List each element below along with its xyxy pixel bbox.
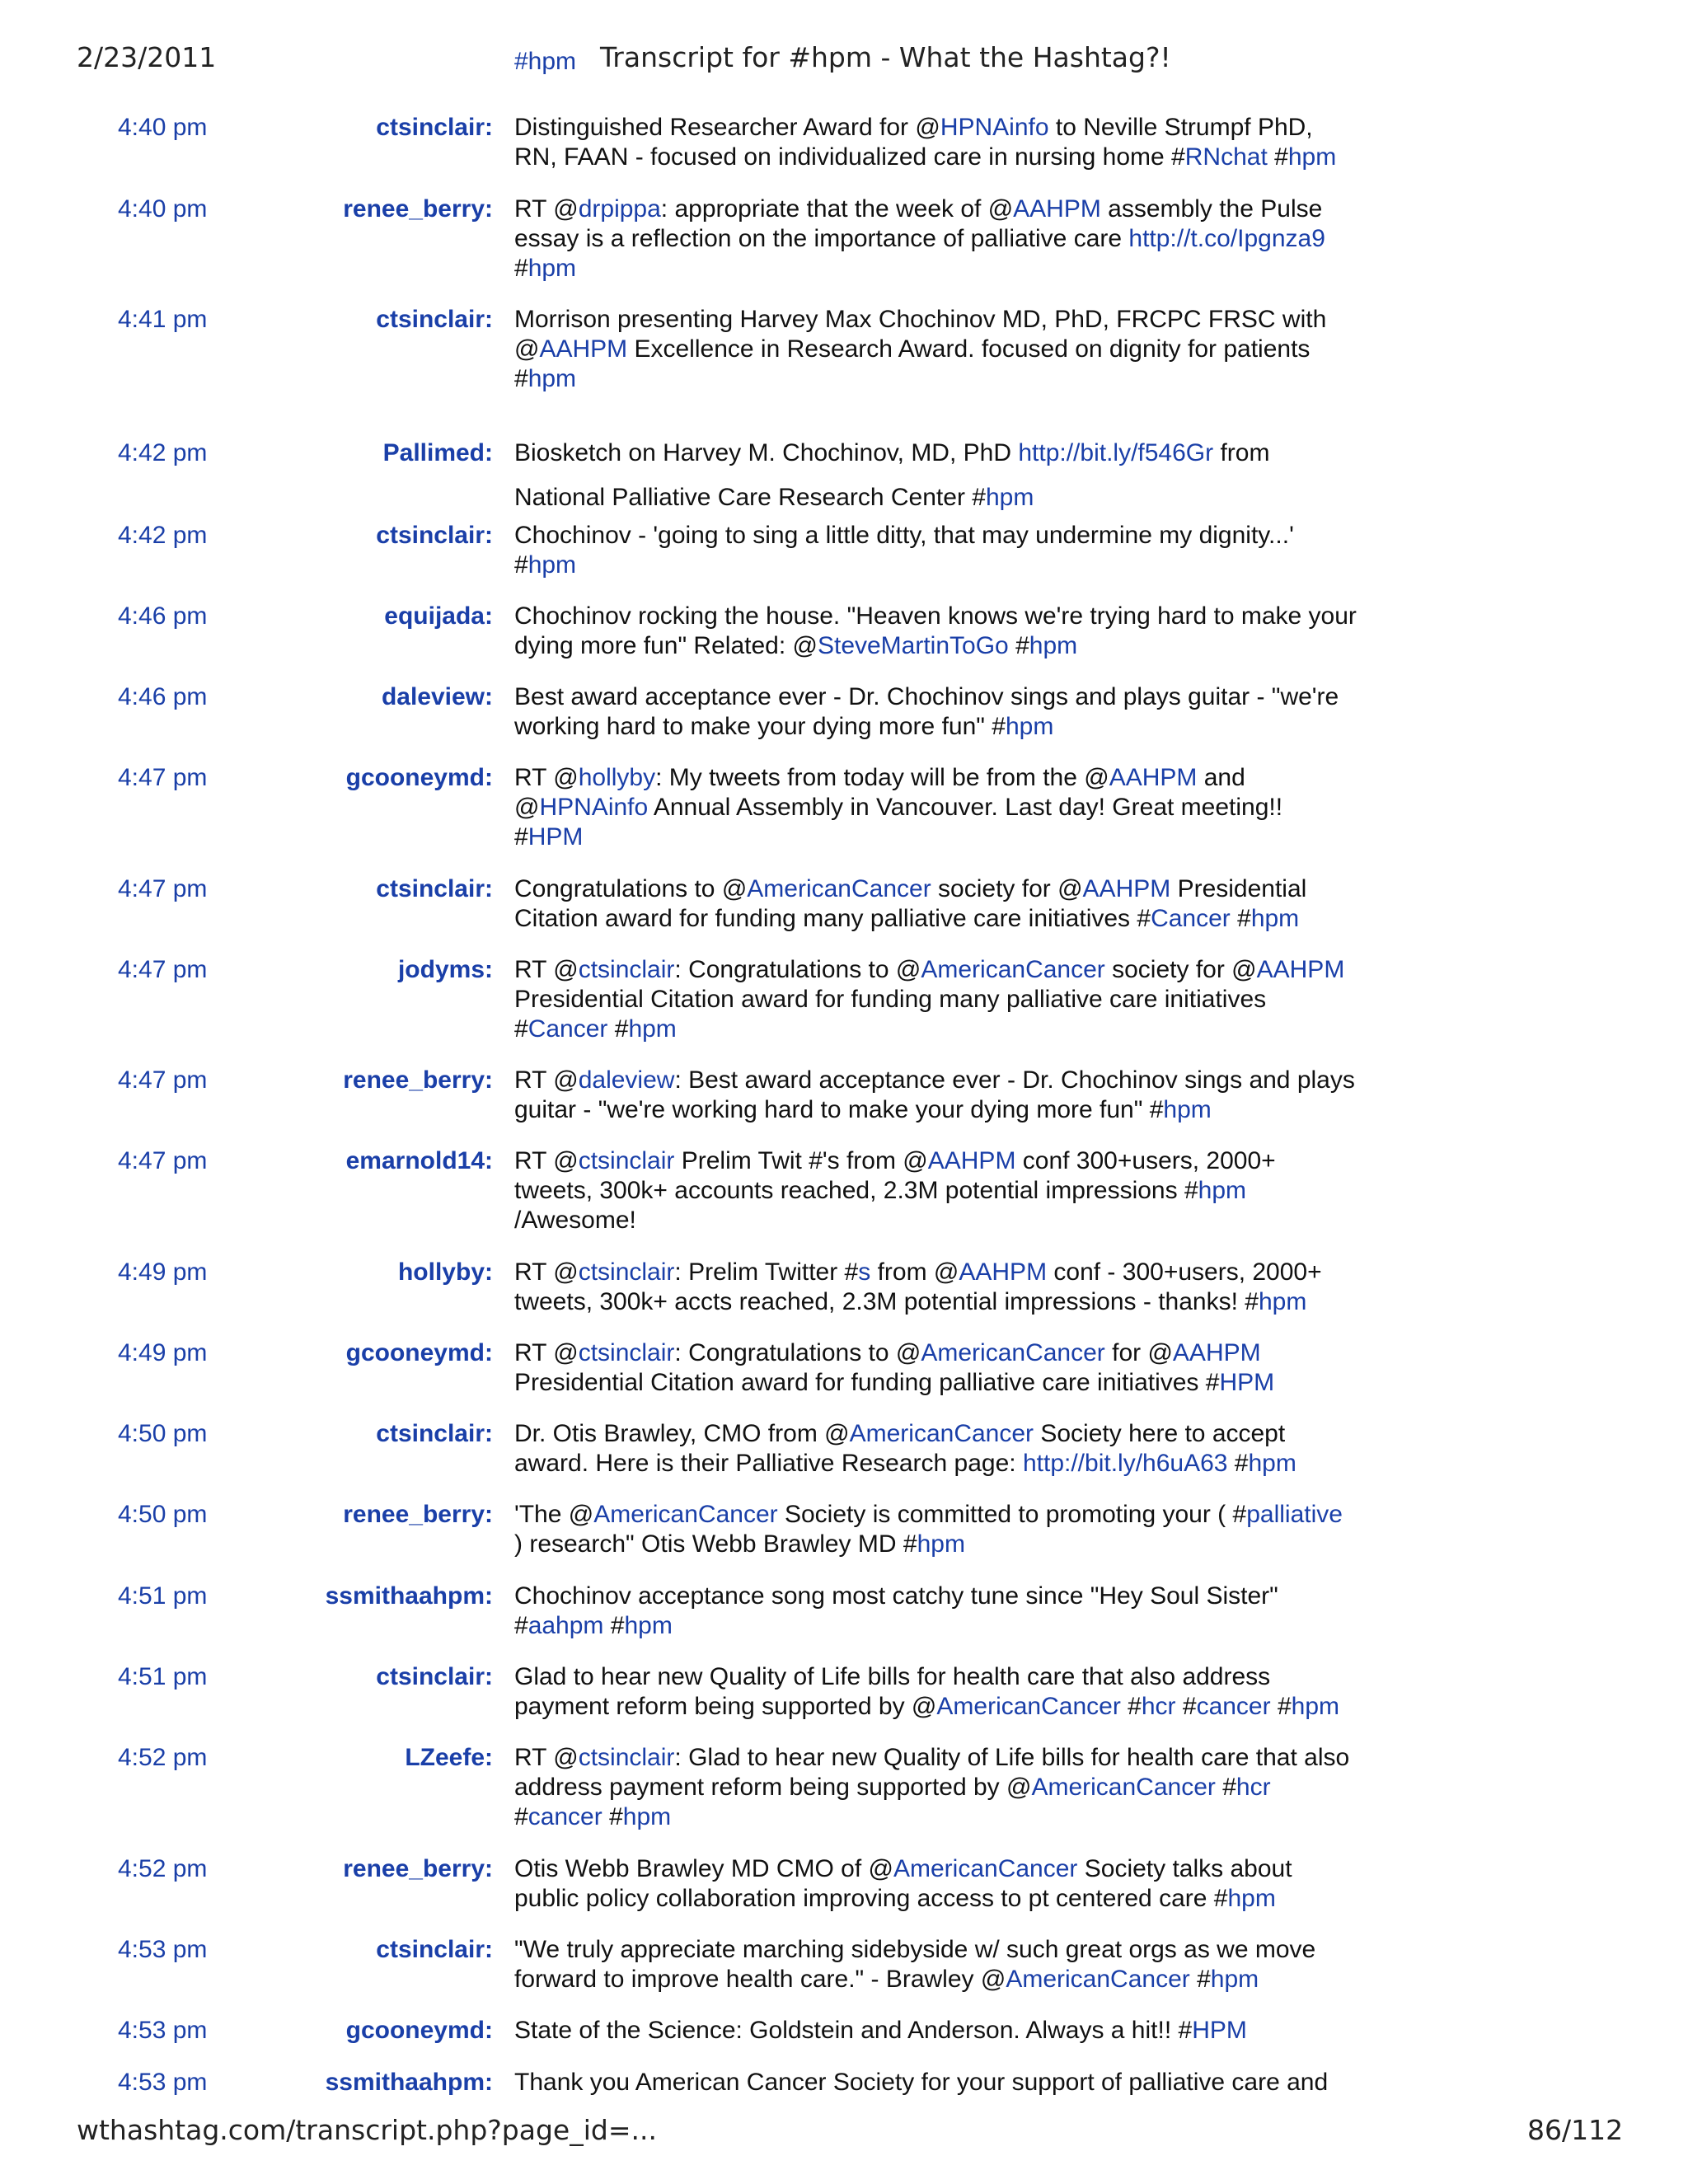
tweet-text-segment: # xyxy=(1175,1693,1197,1720)
tweet-text-line xyxy=(514,1611,1339,1641)
tweet-link[interactable]: hpm xyxy=(1029,632,1078,659)
tweet-time-link[interactable]: 4:47 pm xyxy=(118,1066,208,1094)
tweet-text-line xyxy=(514,1500,1343,1530)
tweet-username-link[interactable]: ctsinclair: xyxy=(376,875,493,902)
tweet-link[interactable]: AAHPM xyxy=(1256,956,1345,983)
tweet-link[interactable]: AmericanCancer xyxy=(921,1339,1105,1366)
tweet-link[interactable]: http://bit.ly/f546Gr xyxy=(1018,439,1214,466)
tweet-time-link[interactable]: 4:53 pm xyxy=(118,2017,208,2044)
tweet-username-link[interactable]: Pallimed: xyxy=(382,439,493,466)
tweet-username-link[interactable]: ssmithaahpm: xyxy=(325,1582,493,1610)
tweet-username-link[interactable]: renee_berry: xyxy=(343,1501,493,1528)
tweet-text-segment: RT @ xyxy=(514,1258,579,1286)
tweet-text-segment: : Congratulations to @ xyxy=(674,956,921,983)
tweet-username-link[interactable]: renee_berry: xyxy=(343,1066,493,1094)
tweet-text-line xyxy=(514,1206,1339,1235)
tweet-link[interactable]: hpm xyxy=(1005,713,1054,740)
tweet-time-link[interactable]: 4:49 pm xyxy=(118,1339,208,1366)
tweet-text-line xyxy=(514,955,1345,985)
tweet-link[interactable]: HPM xyxy=(528,823,584,851)
tweet-link[interactable]: ctsinclair xyxy=(578,1744,675,1771)
tweet-text-segment: from xyxy=(1213,439,1270,466)
tweet-link[interactable]: hpm xyxy=(622,1803,672,1830)
tweet-text-segment: Morrison presenting Harvey Max Chochinov MD, PhD, FRCPC FRSC with xyxy=(514,306,1327,333)
tweet-link[interactable]: ctsinclair xyxy=(578,1147,675,1174)
tweet-link[interactable]: AAHPM xyxy=(1082,875,1171,902)
tweet-text-line xyxy=(514,1176,1339,1206)
tweet-link[interactable]: HPM xyxy=(1192,2017,1247,2044)
tweet-link[interactable]: drpippa xyxy=(578,195,661,223)
tweet-time-link[interactable]: 4:49 pm xyxy=(118,1258,208,1286)
tweet-text-line xyxy=(514,521,1339,551)
tweet-text-segment: Presidential xyxy=(1170,875,1307,902)
tweet-text-line xyxy=(514,1449,1339,1479)
tweet-text-line xyxy=(514,364,1339,394)
tweet-time-link[interactable]: 4:51 pm xyxy=(118,1582,208,1610)
tweet-text xyxy=(514,763,1339,852)
tweet-text-segment: Chochinov acceptance song most catchy tune since "Hey Soul Sister" xyxy=(514,1582,1278,1610)
tweet-text-segment: RT @ xyxy=(514,764,579,791)
tweet-username-link[interactable]: renee_berry: xyxy=(343,1855,493,1882)
tweet-text-line xyxy=(514,1287,1339,1317)
page-header-date: 2/23/2011 xyxy=(77,41,217,73)
tweet-text xyxy=(514,113,1339,172)
tweet-text-line xyxy=(514,602,1357,631)
tweet-text xyxy=(514,1582,1339,1641)
tweet-text-line xyxy=(514,1935,1339,1965)
tweet-text-segment: guitar - "we're working hard to make your dying more fun" # xyxy=(514,1096,1164,1123)
tweet-link[interactable]: Cancer xyxy=(528,1015,608,1043)
tweet-link[interactable]: AAHPM xyxy=(959,1258,1048,1286)
tweet-text-line xyxy=(514,224,1339,254)
tweet-text xyxy=(514,521,1339,580)
tweet-text-line xyxy=(514,1802,1339,1832)
page-footer-page-number: 86/112 xyxy=(1527,2114,1624,2146)
tweet-text xyxy=(514,1258,1339,1317)
tweet-text-line xyxy=(514,1743,1350,1773)
tweet-username-link[interactable]: equijada: xyxy=(384,602,493,630)
tweet-link[interactable]: hpm xyxy=(1258,1288,1307,1315)
tweet-link[interactable]: palliative xyxy=(1246,1501,1343,1528)
tweet-link[interactable]: AAHPM xyxy=(539,335,628,363)
tweet-link[interactable]: hcr xyxy=(1141,1693,1176,1720)
tweet-text-line xyxy=(514,1146,1339,1176)
tweet-text-segment: RT @ xyxy=(514,1066,579,1094)
tweet-link[interactable]: hpm xyxy=(528,365,577,392)
tweet-text xyxy=(514,305,1339,394)
tweet-link[interactable]: hollyby xyxy=(578,764,656,791)
tweet-text-segment: RT @ xyxy=(514,195,579,223)
tweet-text-segment: 'The @ xyxy=(514,1501,594,1528)
tweet-link[interactable]: AmericanCancer xyxy=(747,875,931,902)
tweet-text-line xyxy=(514,194,1339,224)
tweet-text-segment: Glad to hear new Quality of Life bills for health care that also address xyxy=(514,1663,1271,1690)
tweet-text-line xyxy=(514,1338,1339,1368)
tweet-username-link[interactable]: ctsinclair: xyxy=(376,306,493,333)
tweet-text-segment: tweets, 300k+ accts reached, 2.3M potential impressions - thanks! # xyxy=(514,1288,1259,1315)
tweet-text-segment: conf - 300+users, 2000+ xyxy=(1047,1258,1322,1286)
tweet-text xyxy=(514,1419,1339,1479)
tweet-text-segment: Distinguished Researcher Award for @ xyxy=(514,114,940,141)
tweet-text-segment: # xyxy=(514,551,528,579)
tweet-text-segment: /Awesome! xyxy=(514,1207,636,1234)
tweet-link[interactable]: Cancer xyxy=(1151,905,1231,932)
tweet-link[interactable]: hpm xyxy=(1227,1885,1276,1912)
tweet-text-line xyxy=(514,763,1339,793)
tweet-text-line xyxy=(514,1692,1339,1722)
tweet-text xyxy=(514,602,1357,661)
tweet-text-segment: # xyxy=(603,1612,625,1639)
tweet-link[interactable]: hpm xyxy=(528,551,577,579)
tweet-text-segment: : Congratulations to @ xyxy=(674,1339,921,1366)
tweet-text xyxy=(514,1500,1343,1559)
tweet-text xyxy=(514,2016,1339,2046)
tweet-username-link[interactable]: emarnold14: xyxy=(345,1147,493,1174)
tweet-text-segment: and xyxy=(1197,764,1245,791)
tweet-time-link[interactable]: 4:40 pm xyxy=(118,114,208,141)
tweet-username-link[interactable]: hollyby: xyxy=(397,1258,493,1286)
tweet-time-link[interactable]: 4:53 pm xyxy=(118,1936,208,1963)
tweet-text xyxy=(514,194,1339,284)
tweet-link[interactable]: ctsinclair xyxy=(578,1339,675,1366)
tweet-text-segment: : Prelim Twitter # xyxy=(674,1258,859,1286)
tweet-link[interactable]: AAHPM xyxy=(1109,764,1198,791)
tweet-time-link[interactable]: 4:53 pm xyxy=(118,2069,208,2096)
tweet-time-link[interactable]: 4:47 pm xyxy=(118,956,208,983)
tweet-link[interactable]: s xyxy=(858,1258,871,1286)
tweet-text-segment: : My tweets from today will be from the @ xyxy=(655,764,1109,791)
tweet-text xyxy=(514,682,1339,742)
tweet-text-line xyxy=(514,985,1339,1015)
tweet-text-segment: address payment reform being supported by @ xyxy=(514,1774,1032,1801)
tweet-text-line xyxy=(514,904,1339,934)
tweet-text xyxy=(514,1146,1339,1235)
tweet-text-segment: @ xyxy=(514,335,540,363)
tweet-link[interactable]: ctsinclair xyxy=(578,1258,675,1286)
tweet-text-segment: Society is committed to promoting your ( # xyxy=(777,1501,1247,1528)
tweet-link[interactable]: HPNAinfo xyxy=(940,114,1049,141)
tweet-text xyxy=(514,1338,1339,1398)
tweet-text-line xyxy=(514,682,1339,712)
tweet-text-segment: National Palliative Care Research Center # xyxy=(514,484,986,511)
tweet-text-segment: Biosketch on Harvey M. Chochinov, MD, PhD xyxy=(514,439,1019,466)
tweet-text-line xyxy=(514,1419,1339,1449)
tweet-time-link[interactable]: 4:52 pm xyxy=(118,1744,208,1771)
tweet-link[interactable]: hpm xyxy=(624,1612,673,1639)
tweet-link[interactable]: hpm xyxy=(628,1015,677,1043)
tweet-link[interactable]: daleview xyxy=(578,1066,675,1094)
tweet-text-segment: payment reform being supported by @ xyxy=(514,1693,937,1720)
tweet-text-segment: for @ xyxy=(1104,1339,1173,1366)
tweet-text-segment: Excellence in Research Award. focused on dignity for patients xyxy=(627,335,1311,363)
tweet-text-line xyxy=(514,335,1339,364)
tweet-text-segment: Thank you American Cancer Society for your support of palliative care and xyxy=(514,2069,1329,2096)
tweet-time-link[interactable]: 4:42 pm xyxy=(118,439,208,466)
tweet-text-segment: from @ xyxy=(870,1258,959,1286)
page-header-title: Transcript for #hpm - What the Hashtag?! xyxy=(600,41,1171,73)
tweet-text-segment: tweets, 300k+ accounts reached, 2.3M potential impressions # xyxy=(514,1177,1198,1204)
tweet-text-segment: # xyxy=(1267,143,1288,171)
tweet-text-line xyxy=(514,793,1339,823)
tweet-link[interactable]: hpm xyxy=(1210,1966,1259,1993)
tweet-text-line xyxy=(514,1258,1339,1287)
hashtag-link[interactable]: #hpm xyxy=(514,48,577,75)
tweet-text-line xyxy=(514,113,1339,143)
tweet-text-segment: # xyxy=(514,1803,528,1830)
tweet-text-line xyxy=(514,2068,1339,2097)
tweet-username-link[interactable]: ctsinclair: xyxy=(376,522,493,549)
tweet-text-segment: # xyxy=(1008,632,1029,659)
tweet-text-line xyxy=(514,438,1339,468)
tweet-username-link[interactable]: ctsinclair: xyxy=(376,1663,493,1690)
tweet-text-segment: "We truly appreciate marching sidebyside w/ such great orgs as we move xyxy=(514,1936,1316,1963)
tweet-link[interactable]: cancer xyxy=(1196,1693,1271,1720)
tweet-text xyxy=(514,1743,1350,1832)
tweet-link[interactable]: hpm xyxy=(1163,1096,1212,1123)
tweet-link[interactable]: hpm xyxy=(917,1530,965,1558)
tweet-link[interactable]: hpm xyxy=(1291,1693,1339,1720)
tweet-username-link[interactable]: ctsinclair: xyxy=(376,114,493,141)
tweet-username-link[interactable]: ssmithaahpm: xyxy=(325,2069,493,2096)
tweet-time-link[interactable]: 4:52 pm xyxy=(118,1855,208,1882)
tweet-text-segment: # xyxy=(514,1015,528,1043)
tweet-link[interactable]: hpm xyxy=(1248,1450,1296,1477)
tweet-link[interactable]: AmericanCancer xyxy=(1006,1966,1190,1993)
tweet-text-segment: essay is a reflection on the importance of palliative care xyxy=(514,225,1129,252)
tweet-link[interactable]: AmericanCancer xyxy=(849,1420,1034,1447)
tweet-username-link[interactable]: gcooneymd: xyxy=(345,764,493,791)
tweet-username-link[interactable]: renee_berry: xyxy=(343,195,493,223)
tweet-link[interactable]: AmericanCancer xyxy=(593,1501,778,1528)
tweet-text-segment: public policy collaboration improving access to pt centered care # xyxy=(514,1885,1228,1912)
tweet-text xyxy=(514,438,1339,513)
tweet-text-segment: # xyxy=(514,365,528,392)
tweet-text-segment: Presidential Citation award for funding many palliative care initiatives xyxy=(514,986,1267,1013)
tweet-text-segment: State of the Science: Goldstein and Anderson. Always a hit!! # xyxy=(514,2017,1193,2044)
tweet-text-segment: Dr. Otis Brawley, CMO from @ xyxy=(514,1420,850,1447)
tweet-text-line xyxy=(514,1095,1339,1125)
tweet-text-segment: # xyxy=(1120,1693,1142,1720)
tweet-username-link[interactable]: LZeefe: xyxy=(405,1744,493,1771)
tweet-link[interactable]: SteveMartinToGo xyxy=(817,632,1009,659)
cut-off-previous-line xyxy=(514,48,577,87)
tweet-text-segment: : Best award acceptance ever - Dr. Chochinov sings and plays xyxy=(674,1066,1355,1094)
tweet-text-segment: society for @ xyxy=(1104,956,1257,983)
tweet-text-line xyxy=(514,254,1339,284)
tweet-text-segment: RT @ xyxy=(514,1744,579,1771)
tweet-text-line xyxy=(514,1773,1339,1802)
tweet-text-segment: # xyxy=(514,255,528,282)
tweet-link[interactable]: hcr xyxy=(1236,1774,1271,1801)
tweet-link[interactable]: hpm xyxy=(1250,905,1300,932)
tweet-text-segment: to Neville Strumpf PhD, xyxy=(1048,114,1313,141)
tweet-time-link[interactable]: 4:50 pm xyxy=(118,1501,208,1528)
tweet-link[interactable]: HPM xyxy=(1219,1369,1275,1396)
tweet-text-line xyxy=(514,1015,1339,1044)
tweet-text-segment: conf 300+users, 2000+ xyxy=(1015,1147,1276,1174)
tweet-text-segment: # xyxy=(602,1803,623,1830)
tweet-time-link[interactable]: 4:46 pm xyxy=(118,602,208,630)
tweet-text-segment: RT @ xyxy=(514,1147,579,1174)
tweet-time-link[interactable]: 4:51 pm xyxy=(118,1663,208,1690)
tweet-text-segment: Annual Assembly in Vancouver. Last day! Great meeting!! xyxy=(648,794,1283,821)
tweet-link[interactable]: http://bit.ly/h6uA63 xyxy=(1022,1450,1228,1477)
tweet-text-segment: award. Here is their Palliative Research page: xyxy=(514,1450,1023,1477)
tweet-text-segment: # xyxy=(1189,1966,1211,1993)
tweet-text-segment: assembly the Pulse xyxy=(1100,195,1323,223)
tweet-text xyxy=(514,1662,1339,1722)
tweet-text-segment: # xyxy=(607,1015,629,1043)
tweet-text-segment: forward to improve health care." - Brawley @ xyxy=(514,1966,1006,1993)
tweet-text-segment: Best award acceptance ever - Dr. Chochinov sings and plays guitar - "we're xyxy=(514,683,1339,710)
tweet-text-line xyxy=(514,823,1339,852)
tweet-link[interactable]: AmericanCancer xyxy=(921,956,1105,983)
tweet-link[interactable]: AmericanCancer xyxy=(936,1693,1121,1720)
tweet-text xyxy=(514,2068,1339,2097)
tweet-text-segment: : Glad to hear new Quality of Life bills for health care that also xyxy=(674,1744,1350,1771)
tweet-text-segment: RT @ xyxy=(514,1339,579,1366)
page-footer-url: wthashtag.com/transcript.php?page_id=... xyxy=(77,2114,657,2146)
tweet-text-segment: @ xyxy=(514,794,540,821)
tweet-text-segment: # xyxy=(514,1612,528,1639)
tweet-text-line xyxy=(514,1965,1339,1994)
tweet-username-link[interactable]: daleview: xyxy=(381,683,493,710)
tweet-text-line xyxy=(514,2016,1339,2046)
tweet-link[interactable]: AmericanCancer xyxy=(1031,1774,1216,1801)
tweet-username-link[interactable]: jodyms: xyxy=(397,956,493,983)
tweet-text-segment: working hard to make your dying more fun" # xyxy=(514,713,1006,740)
tweet-text-segment: Citation award for funding many palliative care initiatives # xyxy=(514,905,1151,932)
tweet-time-link[interactable]: 4:47 pm xyxy=(118,1147,208,1174)
tweet-text-segment: # xyxy=(1270,1693,1292,1720)
tweet-text-line xyxy=(514,631,1339,661)
tweet-text-line xyxy=(514,1662,1339,1692)
tweet-text-segment: # xyxy=(514,823,528,851)
tweet-text-segment: # xyxy=(1227,1450,1249,1477)
tweet-text-segment: Chochinov rocking the house. "Heaven knows we're trying hard to make your xyxy=(514,602,1357,630)
tweet-text-line xyxy=(514,1066,1355,1095)
tweet-text-line xyxy=(514,1582,1339,1611)
tweet-text-segment: Prelim Twit #'s from @ xyxy=(674,1147,928,1174)
tweet-username-link[interactable]: ctsinclair: xyxy=(376,1420,493,1447)
tweet-link[interactable]: cancer xyxy=(528,1803,603,1830)
tweet-text-segment: society for @ xyxy=(931,875,1083,902)
tweet-link[interactable]: RNchat xyxy=(1184,143,1268,171)
tweet-text-segment: Otis Webb Brawley MD CMO of @ xyxy=(514,1855,893,1882)
tweet-text-line xyxy=(514,483,1339,513)
tweet-link[interactable]: hpm xyxy=(985,484,1034,511)
tweet-time-link[interactable]: 4:47 pm xyxy=(118,875,208,902)
tweet-text-line xyxy=(514,712,1339,742)
tweet-time-link[interactable]: 4:46 pm xyxy=(118,683,208,710)
tweet-text xyxy=(514,955,1345,1044)
tweet-text-segment: Chochinov - 'going to sing a little ditty, that may undermine my dignity...' xyxy=(514,522,1294,549)
tweet-text-segment: dying more fun" Related: @ xyxy=(514,632,818,659)
tweet-time-link[interactable]: 4:50 pm xyxy=(118,1420,208,1447)
tweet-text-line xyxy=(514,874,1339,904)
tweet-text-segment: # xyxy=(1215,1774,1236,1801)
tweet-text-segment: : appropriate that the week of @ xyxy=(660,195,1014,223)
tweet-link[interactable]: aahpm xyxy=(528,1612,604,1639)
tweet-text-segment: Presidential Citation award for funding palliative care initiatives # xyxy=(514,1369,1220,1396)
tweet-link[interactable]: hpm xyxy=(1287,143,1337,171)
tweet-link[interactable]: hpm xyxy=(528,255,577,282)
tweet-username-link[interactable]: gcooneymd: xyxy=(345,2017,493,2044)
tweet-text-line xyxy=(514,1368,1339,1398)
tweet-time-link[interactable]: 4:42 pm xyxy=(118,522,208,549)
tweet-text-line xyxy=(514,1854,1339,1884)
tweet-link[interactable]: AmericanCancer xyxy=(893,1855,1078,1882)
tweet-link[interactable]: ctsinclair xyxy=(578,956,675,983)
tweet-text xyxy=(514,1935,1339,1994)
tweet-text xyxy=(514,1066,1355,1125)
tweet-link[interactable]: HPNAinfo xyxy=(539,794,649,821)
tweet-text-line xyxy=(514,551,1339,580)
tweet-text-segment: # xyxy=(1230,905,1251,932)
tweet-time-link[interactable]: 4:40 pm xyxy=(118,195,208,223)
tweet-text-segment: Society talks about xyxy=(1077,1855,1292,1882)
tweet-text-segment: RT @ xyxy=(514,956,579,983)
tweet-text xyxy=(514,874,1339,934)
tweet-text-segment: Congratulations to @ xyxy=(514,875,748,902)
tweet-text xyxy=(514,1854,1339,1914)
tweet-time-link[interactable]: 4:41 pm xyxy=(118,306,208,333)
tweet-time-link[interactable]: 4:47 pm xyxy=(118,764,208,791)
tweet-link[interactable]: AAHPM xyxy=(1172,1339,1261,1366)
tweet-text-line xyxy=(514,305,1339,335)
tweet-text-segment: RN, FAAN - focused on individualized care in nursing home # xyxy=(514,143,1185,171)
tweet-text-segment: Society here to accept xyxy=(1034,1420,1286,1447)
tweet-link[interactable]: AAHPM xyxy=(1013,195,1101,223)
tweet-link[interactable]: hpm xyxy=(1198,1177,1246,1204)
tweet-link[interactable]: AAHPM xyxy=(927,1147,1016,1174)
tweet-text-line xyxy=(514,1884,1339,1914)
tweet-link[interactable]: http://t.co/Ipgnza9 xyxy=(1128,225,1325,252)
tweet-text-line xyxy=(514,143,1339,172)
tweet-text-segment: ) research" Otis Webb Brawley MD # xyxy=(514,1530,917,1558)
tweet-username-link[interactable]: gcooneymd: xyxy=(345,1339,493,1366)
tweet-text-line xyxy=(514,1530,1339,1559)
tweet-username-link[interactable]: ctsinclair: xyxy=(376,1936,493,1963)
